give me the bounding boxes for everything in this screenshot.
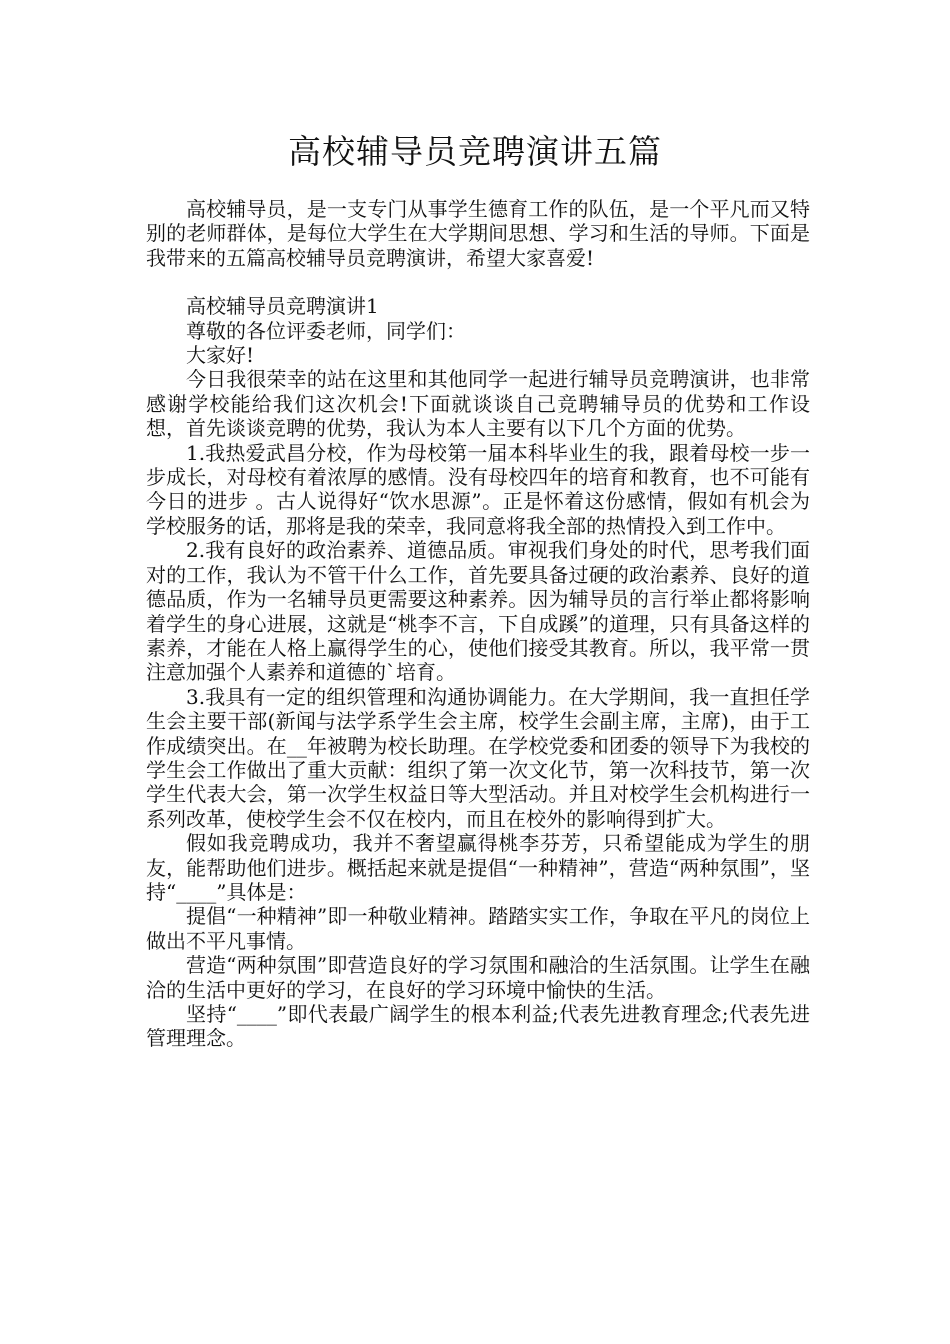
- body-paragraph: 提倡“一种精神”即一种敬业精神。踏踏实实工作，争取在平凡的岗位上做出不平凡事情。: [146, 904, 810, 953]
- body-paragraph: 坚持“____”即代表最广阔学生的根本利益;代表先进教育理念;代表先进管理理念。: [146, 1002, 810, 1051]
- document-title: 高校辅导员竞聘演讲五篇: [288, 132, 662, 171]
- greeting: 大家好!: [186, 343, 255, 368]
- section-heading: 高校辅导员竞聘演讲1: [186, 294, 379, 319]
- body-paragraph: 3.我具有一定的组织管理和沟通协调能力。在大学期间，我一直担任学生会主要干部(新闻与法学系学生会主席，校学生会副主席，主席)，由于工作成绩突出。在__年被聘为校长助理。在学校党委和团委的领导下为我校的学生会工作做出了重大贡献：组织了第一次文化节，第一次科技节，第一次学生代表大会，第一次学生权益日等大型活动。并且对校学生会机构进行一系列改革，使校学生会不仅在校内，而且在校外的影响得到扩大。: [146, 684, 810, 831]
- body-paragraph: 1.我热爱武昌分校，作为母校第一届本科毕业生的我，跟着母校一步一步成长，对母校有着浓厚的感情。没有母校四年的培育和教育，也不可能有今日的进步 。古人说得好“饮水思源”。正是怀着这份感情，假如有机会为学校服务的话，那将是我的荣幸，我同意将我全部的热情投入到工作中。: [146, 440, 810, 538]
- body-paragraph: 营造“两种氛围”即营造良好的学习氛围和融洽的生活氛围。让学生在融洽的生活中更好的学习，在良好的学习环境中愉快的生活。: [146, 953, 810, 1002]
- body-paragraph: 2.我有良好的政治素养、道德品质。审视我们身处的时代，思考我们面对的工作，我认为不管干什么工作，首先要具备过硬的政治素养、良好的道德品质，作为一名辅导员更需要这种素养。因为辅导员的言行举止都将影响着学生的身心进展，这就是“桃李不言，下自成蹊”的道理，只有具备这样的素养，才能在人格上赢得学生的心，使他们接受其教育。所以，我平常一贯注意加强个人素养和道德的`培育。: [146, 538, 810, 685]
- body-paragraph: 今日我很荣幸的站在这里和其他同学一起进行辅导员竞聘演讲，也非常感谢学校能给我们这次机会!下面就谈谈自己竞聘辅导员的优势和工作设想，首先谈谈竞聘的优势，我认为本人主要有以下几个方面的优势。: [146, 367, 810, 441]
- salutation: 尊敬的各位评委老师，同学们：: [186, 318, 466, 343]
- document-body: [146, 197, 810, 1051]
- intro-paragraph: 高校辅导员，是一支专门从事学生德育工作的队伍，是一个平凡而又特别的老师群体，是每位大学生在大学期间思想、学习和生活的导师。下面是我带来的五篇高校辅导员竞聘演讲，希望大家喜爱!: [146, 197, 810, 270]
- body-paragraph: 假如我竞聘成功，我并不奢望赢得桃李芬芳，只希望能成为学生的朋友，能帮助他们进步。概括起来就是提倡“一种精神”，营造“两种氛围”，坚持“____”具体是：: [146, 831, 810, 904]
